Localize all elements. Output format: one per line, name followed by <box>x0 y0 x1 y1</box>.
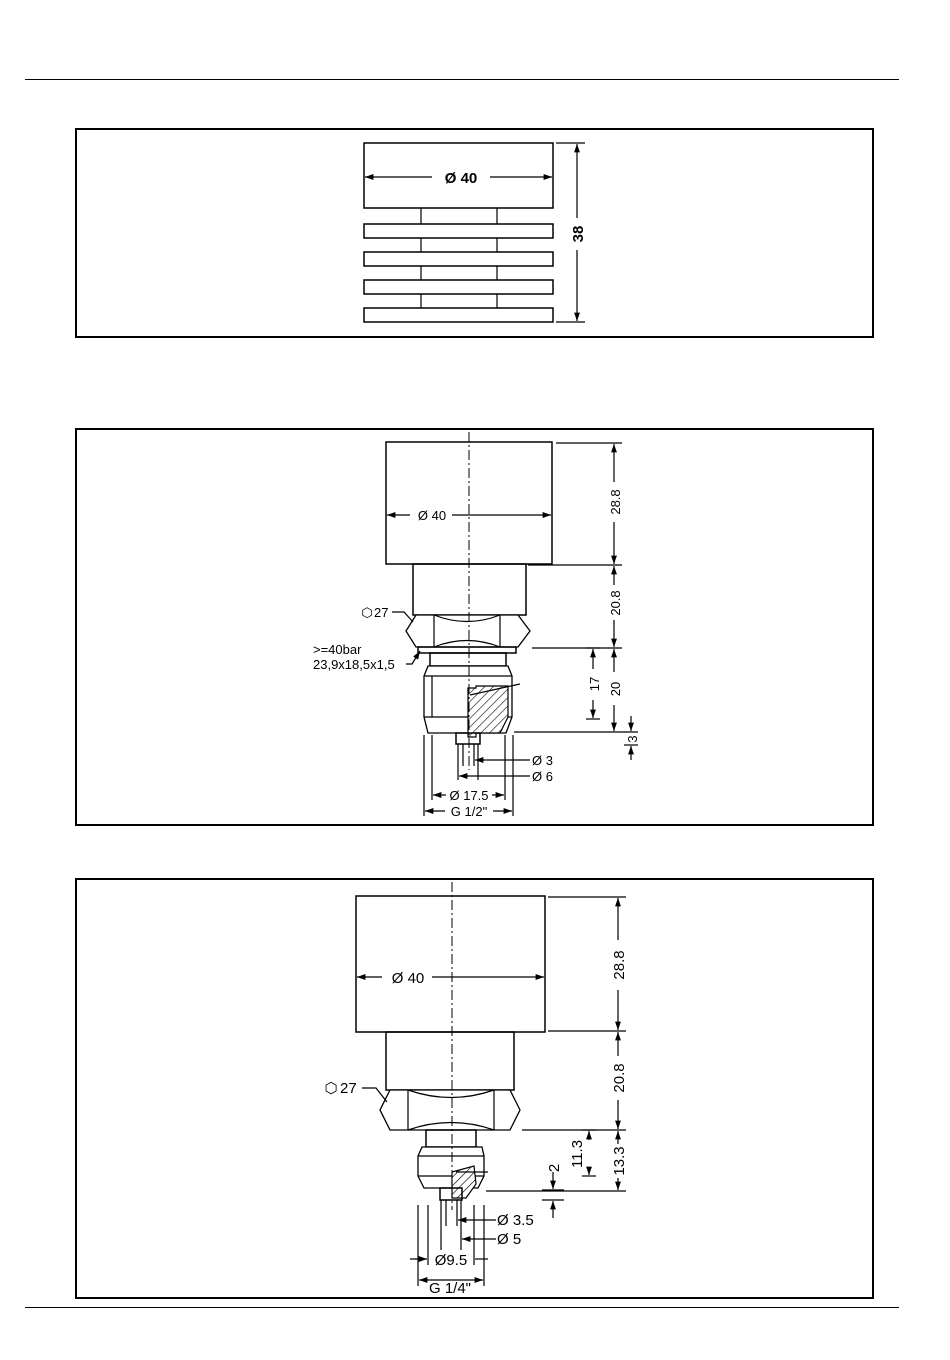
hex-size-label: 27 <box>340 1080 357 1097</box>
dim-3: 3 <box>625 735 640 743</box>
hex-symbol-icon: ⬡ <box>324 1080 338 1097</box>
thread-g-half-label: G 1/2" <box>450 804 488 819</box>
head-diameter-label: Ø 40 <box>391 970 425 987</box>
dia-9-5-label: Ø9.5 <box>434 1252 468 1269</box>
dim-28-8: 28.8 <box>611 950 628 980</box>
seal-note-line2: 23,9x18,5x1,5 <box>313 657 395 672</box>
hex-nut <box>406 615 530 647</box>
head-body <box>356 896 545 1032</box>
dim-28-8: 28.8 <box>608 489 623 515</box>
thread-g-quarter-label: G 1/4" <box>428 1280 472 1297</box>
neck <box>386 1032 514 1090</box>
g-quarter-inch-drawing <box>324 882 628 1297</box>
fin <box>364 308 553 322</box>
hex-nut <box>380 1090 520 1130</box>
bore-5-label: Ø 5 <box>497 1231 522 1248</box>
bore-3-label: Ø 3 <box>532 753 553 768</box>
fin <box>364 224 553 238</box>
dia-17-5-label: Ø 17.5 <box>449 788 489 803</box>
dim-20-8: 20.8 <box>611 1063 628 1093</box>
dim-13-3: 13.3 <box>611 1146 628 1176</box>
hex-size-label: 27 <box>374 605 389 620</box>
section-hatch <box>452 1166 476 1198</box>
head-diameter-label: Ø 40 <box>444 170 478 187</box>
dim-20: 20 <box>608 681 623 697</box>
seal-ring <box>418 647 516 653</box>
g-half-inch-drawing <box>313 432 640 819</box>
fin <box>364 280 553 294</box>
seal-note-line1: >=40bar <box>313 642 362 657</box>
dim-17: 17 <box>587 676 602 692</box>
finned-head-drawing <box>364 143 587 322</box>
dim-2: 2 <box>546 1163 563 1173</box>
bore-3-5-label: Ø 3.5 <box>497 1212 534 1229</box>
hex-symbol-icon: ⬡ <box>361 605 373 620</box>
head-diameter-label: Ø 40 <box>417 508 447 523</box>
fin <box>364 252 553 266</box>
total-height-label: 38 <box>570 225 587 243</box>
dim-11-3: 11.3 <box>569 1139 586 1169</box>
bore-6-label: Ø 6 <box>532 769 553 784</box>
dim-20-8: 20.8 <box>608 590 623 616</box>
